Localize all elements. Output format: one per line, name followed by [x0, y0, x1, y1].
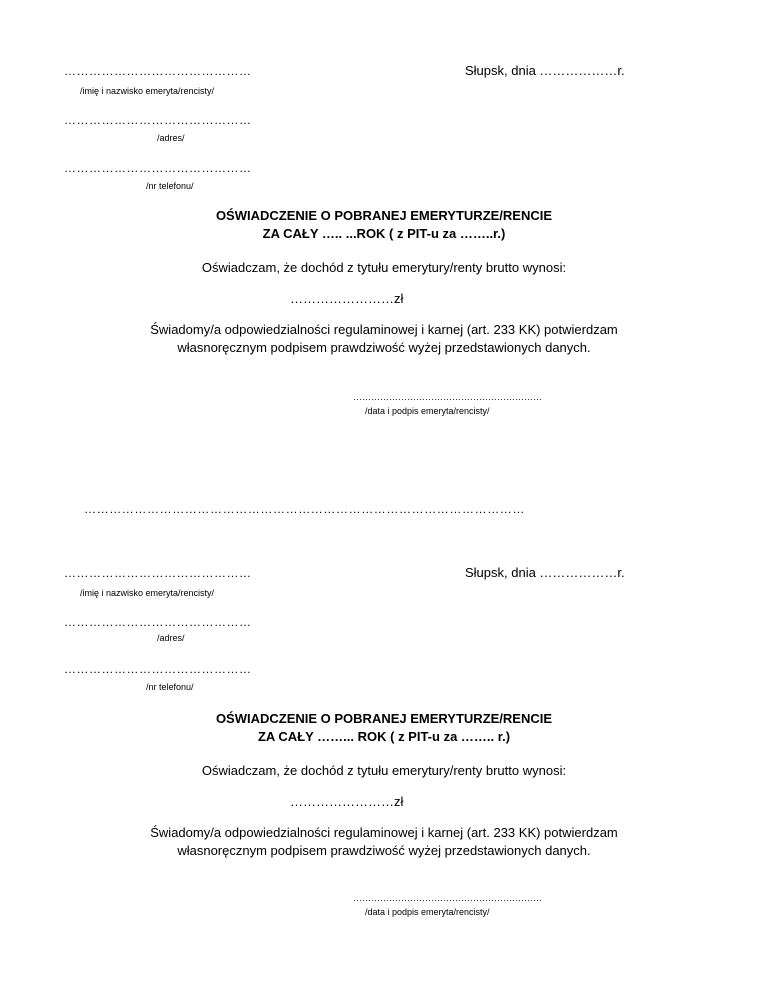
signature-field[interactable]: ……………………………………………………… [353, 392, 542, 402]
amount-field[interactable]: ……………………zł [290, 291, 404, 306]
signature-caption: /data i podpis emeryta/rencisty/ [365, 907, 490, 917]
statement-line-2: własnoręcznym podpisem prawdziwość wyżej przedstawionych danych. [177, 340, 591, 355]
phone-caption: /nr telefonu/ [146, 181, 194, 191]
signature-field[interactable]: ……………………………………………………… [353, 893, 542, 903]
amount-field[interactable]: ……………………zł [290, 794, 404, 809]
city-date[interactable]: Słupsk, dnia ………………r. [465, 565, 625, 580]
address-caption: /adres/ [157, 633, 185, 643]
address-field[interactable]: ……………………………………… [64, 113, 252, 127]
income-declaration: Oświadczam, że dochód z tytułu emerytury/renty brutto wynosi: [201, 763, 567, 778]
signature-caption: /data i podpis emeryta/rencisty/ [365, 406, 490, 416]
form-subtitle: ZA CAŁY ….. ...ROK ( z PIT-u za ……..r.) [262, 226, 506, 241]
name-field[interactable]: ……………………………………… [64, 566, 252, 580]
declaration-form-2 [0, 502, 768, 962]
income-declaration: Oświadczam, że dochód z tytułu emerytury/renty brutto wynosi: [201, 260, 567, 275]
address-field[interactable]: ……………………………………… [64, 615, 252, 629]
phone-field[interactable]: ……………………………………… [64, 161, 252, 175]
name-caption: /imię i nazwisko emeryta/rencisty/ [80, 86, 215, 96]
statement-line-1: Świadomy/a odpowiedzialności regulaminowej i karnej (art. 233 KK) potwierdzam [150, 825, 618, 840]
statement-line-2: własnoręcznym podpisem prawdziwość wyżej przedstawionych danych. [177, 843, 591, 858]
declaration-form-1 [0, 0, 768, 460]
cut-line: …………………………………………………………………………………………… [84, 502, 525, 516]
name-field[interactable]: ……………………………………… [64, 64, 252, 78]
phone-field[interactable]: ……………………………………… [64, 662, 252, 676]
form-title: OŚWIADCZENIE O POBRANEJ EMERYTURZE/RENCIE [215, 208, 553, 223]
city-date[interactable]: Słupsk, dnia ………………r. [465, 63, 625, 78]
form-subtitle: ZA CAŁY ……... ROK ( z PIT-u za …….. r.) [257, 729, 511, 744]
statement-line-1: Świadomy/a odpowiedzialności regulaminowej i karnej (art. 233 KK) potwierdzam [150, 322, 618, 337]
phone-caption: /nr telefonu/ [146, 682, 194, 692]
address-caption: /adres/ [157, 133, 185, 143]
form-title: OŚWIADCZENIE O POBRANEJ EMERYTURZE/RENCIE [215, 711, 553, 726]
name-caption: /imię i nazwisko emeryta/rencisty/ [80, 588, 215, 598]
